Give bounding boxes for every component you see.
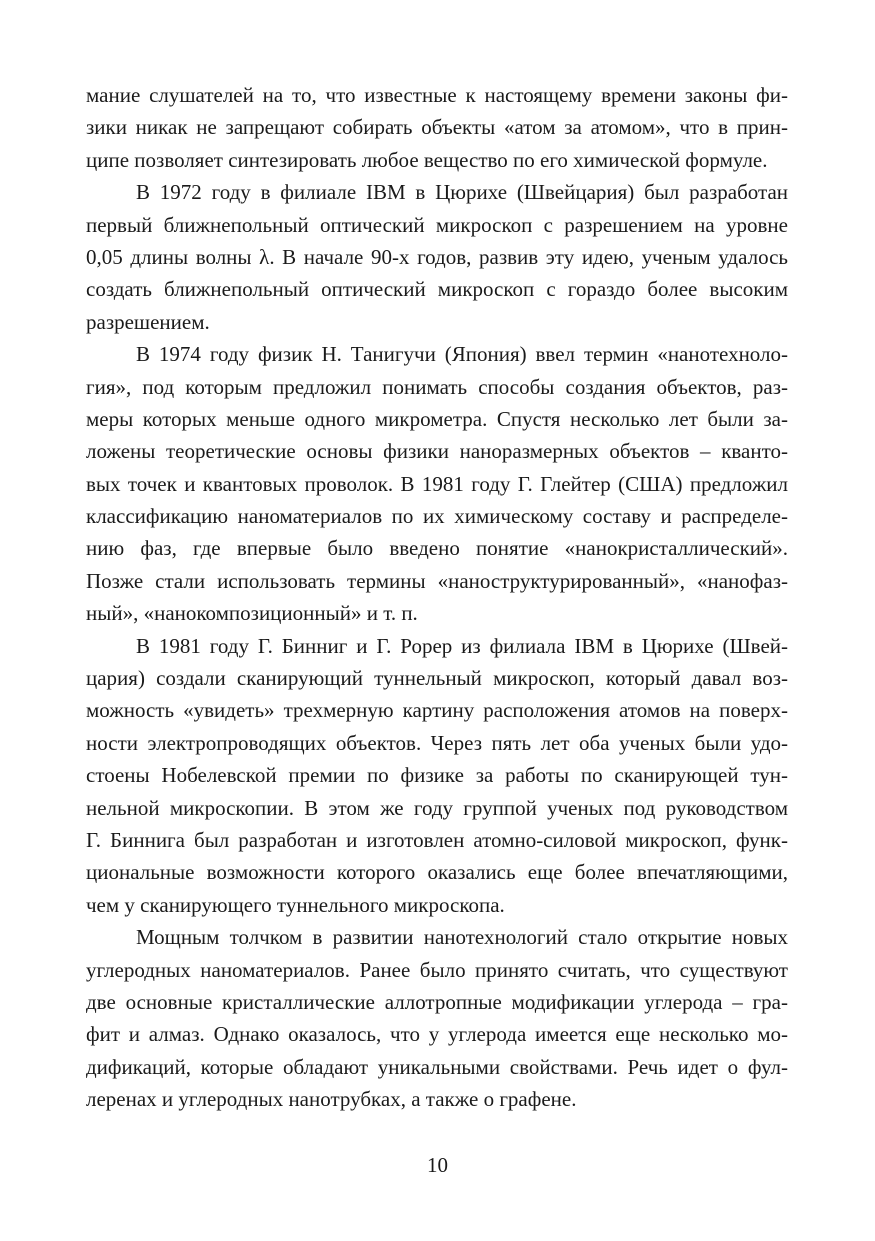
page-number: 10 bbox=[427, 1153, 448, 1177]
text-line: ный», «нанокомпозиционный» и т. п. bbox=[86, 601, 418, 626]
text-line: нию фаз, где впервые было введено понятие «нанокристаллический». bbox=[86, 536, 788, 561]
text-line: Позже стали использовать термины «наноструктурированный», «нанофаз- bbox=[86, 568, 788, 593]
text-line: стоены Нобелевской премии по физике за работы по сканирующей тун- bbox=[86, 763, 788, 788]
text-line: леренах и углеродных нанотрубках, а также о графене. bbox=[86, 1087, 577, 1112]
text-line: гия», под которым предложил понимать способы создания объектов, раз- bbox=[86, 374, 788, 399]
text-line: вых точек и квантовых проволок. В 1981 году Г. Глейтер (США) предложил bbox=[86, 471, 788, 496]
text-line: циональные возможности которого оказались еще более впечатляющими, bbox=[86, 860, 788, 885]
text-line: ности электропроводящих объектов. Через пять лет оба ученых были удо- bbox=[86, 730, 788, 755]
text-line: чем у сканирующего туннельного микроскопа. bbox=[86, 892, 505, 917]
paragraph bbox=[86, 338, 788, 630]
text-line: ципе позволяет синтезировать любое вещество по его химической формуле. bbox=[86, 147, 768, 172]
text-line: В 1981 году Г. Бинниг и Г. Рорер из филиала IBM в Цюрихе (Швей- bbox=[136, 633, 788, 658]
text-line: В 1974 году физик Н. Танигучи (Япония) ввел термин «нанотехноло- bbox=[136, 342, 788, 367]
body-text bbox=[86, 79, 788, 1116]
text-line: цария) создали сканирующий туннельный микроскоп, который давал воз- bbox=[86, 666, 788, 691]
paragraph bbox=[86, 79, 788, 176]
text-line: фит и алмаз. Однако оказалось, что у углерода имеется еще несколько мо- bbox=[86, 1022, 788, 1047]
text-line: мание слушателей на то, что известные к настоящему времени законы фи- bbox=[86, 83, 788, 107]
text-line: две основные кристаллические аллотропные модификации углерода – гра- bbox=[86, 989, 788, 1014]
text-line: углеродных наноматериалов. Ранее было принято считать, что существуют bbox=[86, 957, 788, 982]
text-line: Г. Биннига был разработан и изготовлен атомно-силовой микроскоп, функ- bbox=[86, 827, 788, 852]
text-line: первый ближнепольный оптический микроскоп с разрешением на уровне bbox=[86, 212, 788, 237]
text-line: 0,05 длины волны λ. В начале 90-х годов, развив эту идею, ученым удалось bbox=[86, 244, 788, 269]
text-line: можность «увидеть» трехмерную картину расположения атомов на поверх- bbox=[86, 698, 788, 723]
paragraph bbox=[86, 630, 788, 922]
text-line: классификацию наноматериалов по их химическому составу и распределе- bbox=[86, 504, 788, 529]
paragraph bbox=[86, 921, 788, 1115]
text-line: В 1972 году в филиале IBM в Цюрихе (Швейцария) был разработан bbox=[136, 180, 788, 205]
text-line: дификаций, которые обладают уникальными свойствами. Речь идет о фул- bbox=[86, 1054, 788, 1079]
text-line: зики никак не запрещают собирать объекты «атом за атомом», что в прин- bbox=[86, 115, 788, 140]
text-line: ложены теоретические основы физики наноразмерных объектов – кванто- bbox=[86, 439, 788, 464]
paragraph bbox=[86, 176, 788, 338]
text-line: нельной микроскопии. В этом же году группой ученых под руководством bbox=[86, 795, 788, 820]
text-line: разрешением. bbox=[86, 309, 210, 334]
text-line: создать ближнепольный оптический микроскоп с гораздо более высоким bbox=[86, 277, 788, 302]
text-line: Мощным толчком в развитии нанотехнологий стало открытие новых bbox=[136, 925, 788, 950]
text-line: меры которых меньше одного микрометра. Спустя несколько лет были за- bbox=[86, 406, 788, 431]
